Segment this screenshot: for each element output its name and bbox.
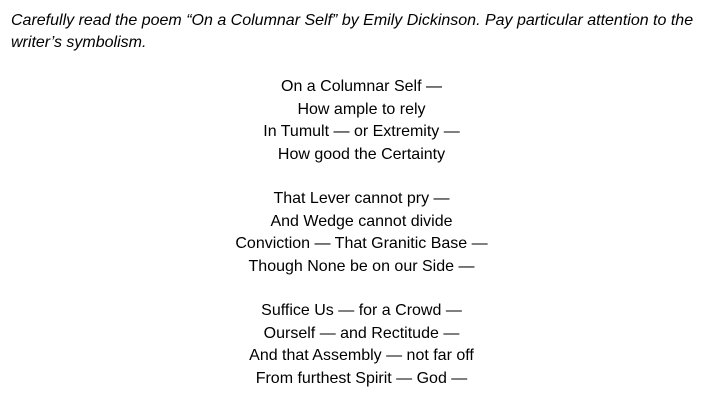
poem-line: And that Assembly — not far off: [249, 347, 474, 364]
poem-line: How ample to rely: [297, 100, 426, 118]
poem-line: Conviction — That Granitic Base —: [235, 235, 488, 252]
poem-line: Though None be on our Side —: [248, 257, 475, 275]
poem-line: From furthest Spirit — God —: [255, 369, 468, 387]
poem-line: That Lever cannot pry —: [273, 190, 450, 207]
poem-line: In Tumult — or Extremity —: [263, 123, 460, 140]
poem-line: Suffice Us — for a Crowd —: [261, 302, 462, 319]
stanza-3: [0, 300, 723, 390]
poem: [0, 76, 723, 390]
poem-line: On a Columnar Self —: [281, 78, 442, 95]
stanza-2: [0, 188, 723, 278]
poem-line: Ourself — and Rectitude —: [263, 324, 460, 342]
instructions-text: Carefully read the poem “On a Columnar Self” by Emily Dickinson. Pay particular attention to the writer’s symbolism.: [11, 12, 694, 51]
poem-line: How good the Certainty: [277, 145, 446, 163]
stanza-1: [0, 76, 723, 166]
poem-line: And Wedge cannot divide: [270, 212, 453, 230]
